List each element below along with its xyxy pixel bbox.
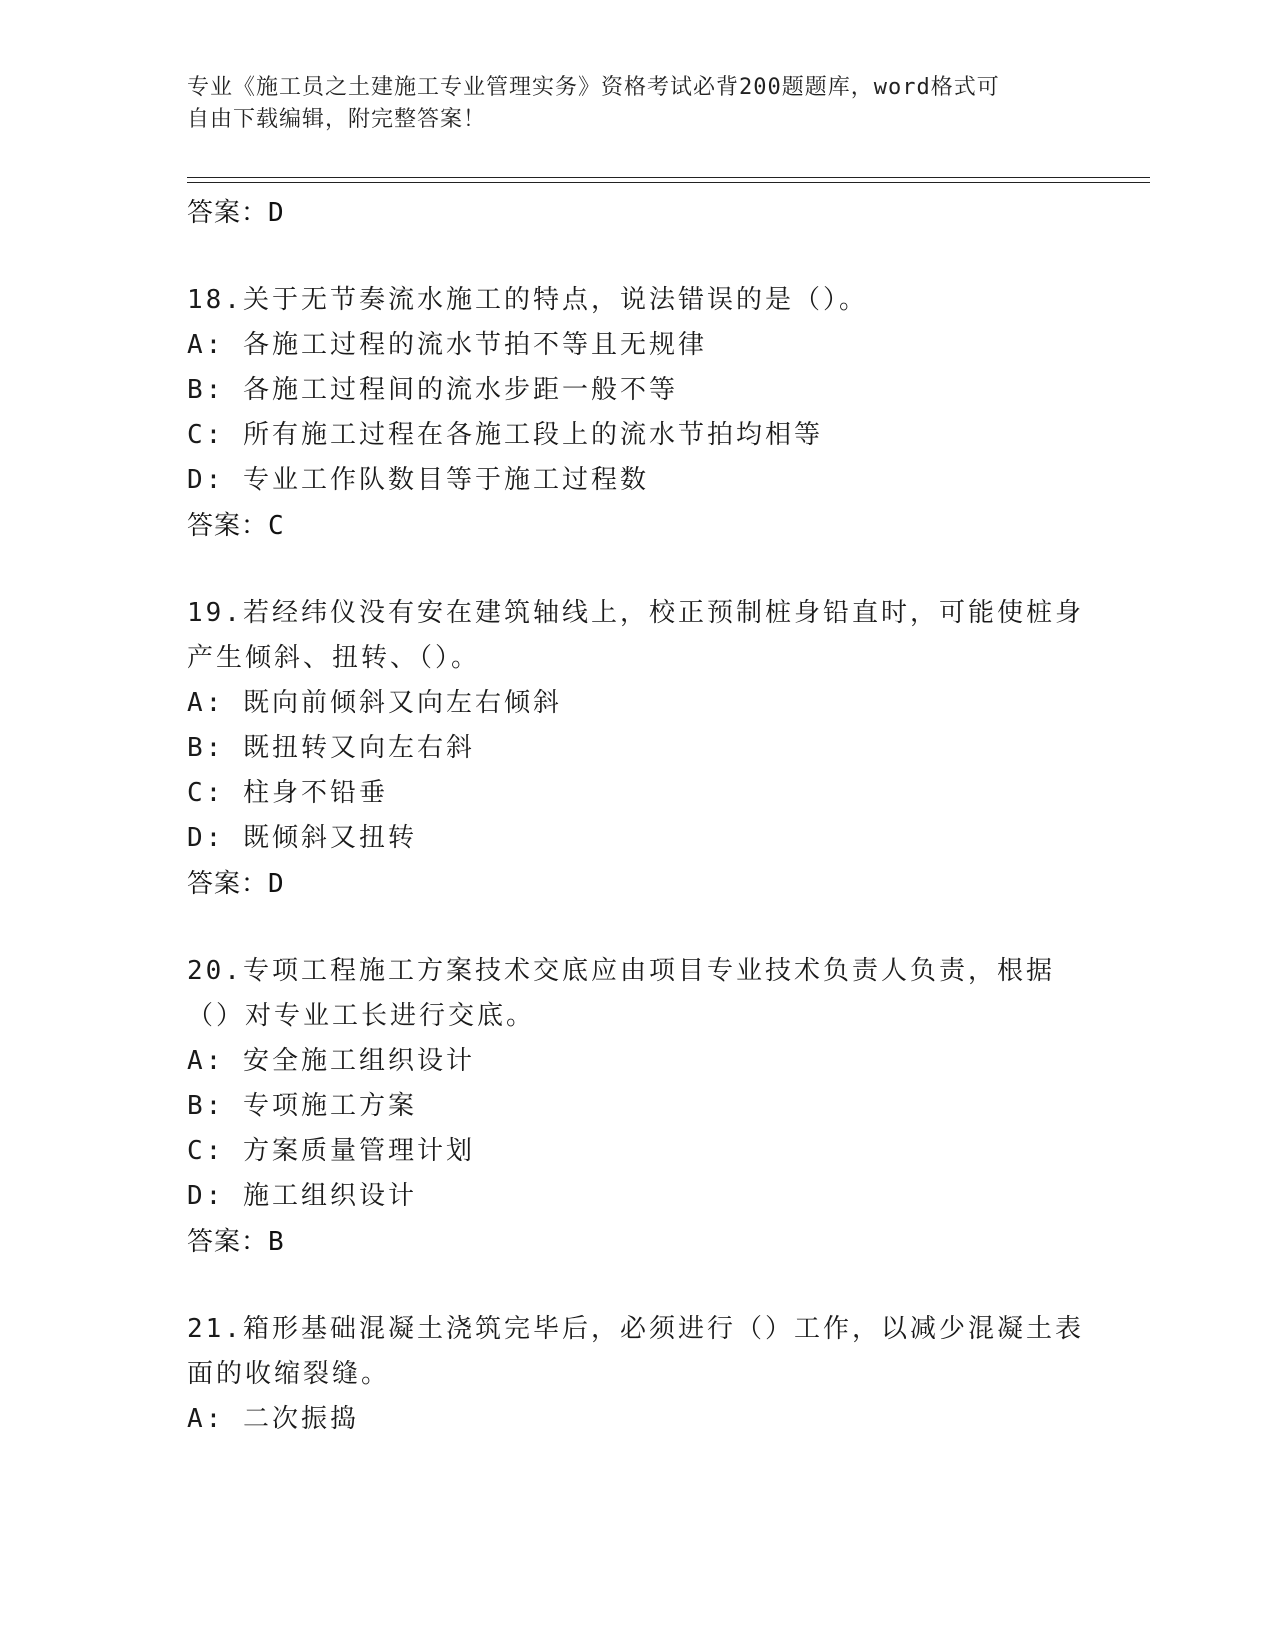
option-letter: C: (187, 420, 225, 450)
header-line-1: 专业《施工员之土建施工专业管理实务》资格考试必背200题题库，word格式可 (187, 75, 1000, 100)
option-b (187, 1084, 1087, 1129)
answer-value: D (268, 869, 285, 899)
header-divider-bottom (187, 182, 1150, 183)
answer-line (187, 503, 1087, 549)
option-letter: A: (187, 688, 225, 718)
option-letter: C: (187, 1136, 225, 1166)
option-letter: A: (187, 1046, 225, 1076)
answer-label: 答案： (187, 511, 269, 541)
option-text: 二次振捣 (242, 1404, 359, 1434)
option-letter: D: (187, 823, 225, 853)
answer-value: B (268, 1227, 285, 1257)
option-a (187, 323, 1087, 368)
option-letter: B: (187, 1091, 225, 1121)
option-text: 施工组织设计 (242, 1181, 417, 1211)
answer-value: C (268, 511, 285, 541)
option-text: 专业工作队数目等于施工过程数 (242, 465, 649, 495)
answer-label: 答案： (187, 1227, 269, 1257)
option-text: 柱身不铅垂 (242, 778, 388, 808)
question-stem (187, 1307, 1087, 1397)
question-number: 18. (187, 285, 243, 315)
question-stem (187, 591, 1087, 681)
question-text: 若经纬仪没有安在建筑轴线上，校正预制桩身铅直时，可能使桩身产生倾斜、扭转、（）。 (187, 598, 1084, 673)
option-c (187, 771, 1087, 816)
option-text: 各施工过程间的流水步距一般不等 (242, 375, 678, 405)
question-stem (187, 949, 1087, 1039)
option-d (187, 458, 1087, 503)
option-text: 安全施工组织设计 (242, 1046, 475, 1076)
answer-label: 答案： (187, 198, 269, 228)
option-a (187, 1397, 1087, 1442)
question-20 (187, 949, 1087, 1265)
option-a (187, 681, 1087, 726)
answer-label: 答案： (187, 869, 269, 899)
question-text: 箱形基础混凝土浇筑完毕后，必须进行（）工作，以减少混凝土表面的收缩裂缝。 (187, 1314, 1084, 1389)
answer-line (187, 1219, 1087, 1265)
question-number: 20. (187, 956, 243, 986)
option-letter: D: (187, 465, 225, 495)
option-letter: B: (187, 375, 225, 405)
option-text: 方案质量管理计划 (242, 1136, 475, 1166)
option-text: 既扭转又向左右斜 (242, 733, 475, 763)
answer-line (187, 190, 1087, 236)
option-text: 既倾斜又扭转 (242, 823, 417, 853)
option-letter: B: (187, 733, 225, 763)
option-letter: D: (187, 1181, 225, 1211)
page-header (187, 72, 1067, 136)
option-text: 专项施工方案 (242, 1091, 417, 1121)
question-text: 专项工程施工方案技术交底应由项目专业技术负责人负责，根据（）对专业工长进行交底。 (187, 956, 1055, 1031)
header-line-2: 自由下载编辑，附完整答案！ (187, 107, 487, 132)
answer-line (187, 861, 1087, 907)
question-18 (187, 278, 1087, 549)
option-c (187, 413, 1087, 458)
header-divider-top (187, 177, 1150, 178)
question-number: 19. (187, 598, 243, 628)
question-text: 关于无节奏流水施工的特点，说法错误的是（）。 (242, 285, 868, 315)
option-b (187, 368, 1087, 413)
option-d (187, 816, 1087, 861)
question-stem (187, 278, 1087, 323)
option-letter: A: (187, 1404, 225, 1434)
option-letter: C: (187, 778, 225, 808)
question-21 (187, 1307, 1087, 1442)
option-c (187, 1129, 1087, 1174)
question-19 (187, 591, 1087, 907)
question-list (187, 190, 1087, 1442)
option-text: 各施工过程的流水节拍不等且无规律 (242, 330, 707, 360)
question-number: 21. (187, 1314, 243, 1344)
option-letter: A: (187, 330, 225, 360)
option-d (187, 1174, 1087, 1219)
answer-value: D (268, 198, 285, 228)
option-b (187, 726, 1087, 771)
option-text: 既向前倾斜又向左右倾斜 (242, 688, 562, 718)
option-text: 所有施工过程在各施工段上的流水节拍均相等 (242, 420, 823, 450)
option-a (187, 1039, 1087, 1084)
